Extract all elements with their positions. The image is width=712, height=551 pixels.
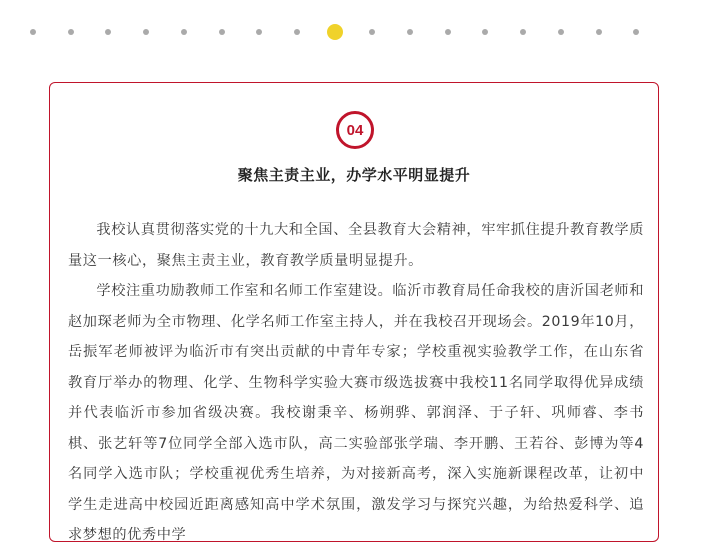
section-title: 聚焦主责主业，办学水平明显提升: [237, 166, 471, 184]
section-card: [49, 82, 659, 542]
pagination-dot[interactable]: [633, 29, 639, 35]
pagination-dot[interactable]: [219, 29, 225, 35]
section-body: [68, 215, 644, 551]
pagination-dot[interactable]: [482, 29, 488, 35]
section-number-badge: [336, 111, 374, 149]
pagination-dot[interactable]: [256, 29, 262, 35]
pagination-dot[interactable]: [68, 29, 74, 35]
pagination-dot[interactable]: [407, 29, 413, 35]
pagination-dot-active[interactable]: [327, 24, 343, 40]
pagination-dot[interactable]: [596, 29, 602, 35]
paragraph: 我校认真贯彻落实党的十九大和全国、全县教育大会精神，牢牢抓住提升教育教学质量这一核心，聚焦主责主业，教育教学质量明显提升。: [68, 222, 644, 269]
pagination-dot[interactable]: [143, 29, 149, 35]
pagination-dot[interactable]: [369, 29, 375, 35]
pagination-dot[interactable]: [558, 29, 564, 35]
pagination-dot[interactable]: [105, 29, 111, 35]
pagination-dot[interactable]: [294, 29, 300, 35]
pagination-dots: [0, 23, 712, 41]
pagination-dot[interactable]: [181, 29, 187, 35]
pagination-dot[interactable]: [445, 29, 451, 35]
pagination-dot[interactable]: [520, 29, 526, 35]
paragraph: 学校注重功励教师工作室和名师工作室建设。临沂市教育局任命我校的唐沂国老师和赵加琛老师为全市物理、化学名师工作室主持人，并在我校召开现场会。2019年10月，岳振军老师被评为临沂市有突出贡献的中青年专家；学校重视实验教学工作，在山东省教育厅举办的物理、化学、生物科学实验大赛市级选拔赛中我校11名同学取得优异成绩并代表临沂市参加省级决赛。我校谢秉辛、杨朔骅、郭润泽、于子轩、巩师睿、李书棋、张艺轩等7位同学全部入选市队，高二实验部张学瑞、李开鹏、王若谷、彭博为等4名同学入选市队；学校重视优秀生培养，为对接新高考，深入实施新课程改革，让初中学生走进高中校园近距离感知高中学术氛围，激发学习与探究兴趣，为给热爱科学、追求梦想的优秀中学: [68, 283, 644, 543]
section-number: 04: [346, 121, 364, 139]
pagination-dot[interactable]: [30, 29, 36, 35]
